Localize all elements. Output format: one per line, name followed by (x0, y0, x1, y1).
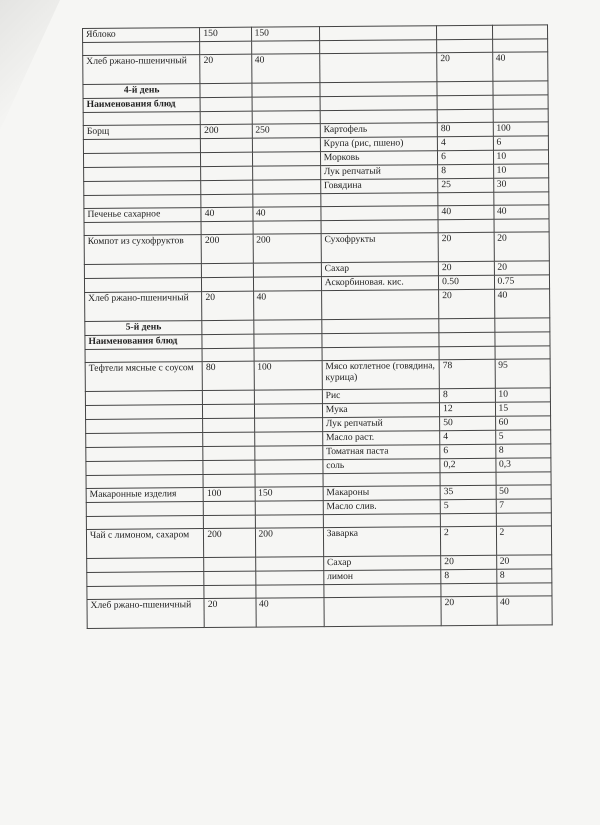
empty-cell (83, 112, 200, 126)
dish-name: Тефтели мясные с соусом (85, 362, 203, 392)
menu-table (82, 24, 553, 629)
empty-cell (494, 318, 550, 332)
ingredient-large: 100 (493, 122, 549, 136)
ingredient-large: 40 (492, 52, 548, 81)
empty-cell (322, 319, 439, 334)
ingredient-name: Мясо котлетное (говядина, курица) (322, 360, 440, 390)
dish-name: Яблоко (83, 28, 200, 43)
empty-cell (492, 81, 548, 95)
dish-name (87, 572, 204, 587)
ingredient-large: 0.75 (494, 275, 550, 289)
portion-small: 200 (204, 528, 255, 557)
ingredient-name: лимон (324, 570, 441, 585)
ingredient-small: 4 (440, 430, 496, 444)
portion-large (252, 138, 320, 153)
ingredient-large: 60 (495, 416, 551, 430)
ingredient-small: 0.50 (439, 275, 495, 289)
ingredient-small (438, 192, 494, 205)
ingredient-small: 25 (438, 178, 494, 192)
ingredient-name: Сухофрукты (321, 233, 439, 263)
ingredient-small: 20 (438, 261, 494, 275)
ingredient-small: 50 (440, 416, 496, 430)
ingredient-small: 35 (440, 485, 496, 499)
portion-large (253, 277, 321, 292)
portion-small (201, 221, 252, 234)
ingredient-name: Крупа (рис, пшено) (320, 137, 437, 152)
menu-row (85, 289, 550, 322)
menu-table-body (83, 25, 553, 629)
dish-name: Компот из сухофруктов (84, 235, 202, 265)
dish-name (86, 475, 203, 489)
portion-small (200, 41, 251, 54)
empty-cell (493, 95, 549, 109)
empty-cell (253, 320, 321, 335)
dish-name (86, 461, 203, 476)
portion-large (254, 418, 322, 433)
ingredient-large: 10 (495, 388, 551, 402)
empty-cell (253, 334, 321, 349)
ingredient-large: 5 (495, 430, 551, 444)
ingredient-small (437, 25, 493, 39)
portion-small (203, 418, 254, 432)
empty-cell (322, 333, 439, 348)
ingredient-name (319, 40, 436, 54)
empty-cell (200, 97, 251, 111)
dish-name (84, 167, 201, 182)
portion-small (202, 277, 253, 291)
menu-table-wrapper (82, 24, 553, 629)
portion-large: 40 (251, 54, 319, 84)
ingredient-large: 0,3 (495, 458, 551, 472)
empty-cell (251, 83, 319, 98)
dish-name (83, 42, 200, 56)
portion-small (201, 180, 252, 194)
portion-large: 40 (255, 598, 323, 628)
empty-cell (437, 81, 493, 95)
ingredient-name: Сахар (321, 262, 438, 277)
empty-cell (439, 346, 495, 359)
ingredient-small: 40 (438, 205, 494, 219)
ingredient-large: 50 (496, 485, 552, 499)
ingredient-name: Заварка (323, 527, 441, 557)
ingredient-name: Сахар (323, 556, 440, 571)
dishes-heading: Наименования блюд (83, 98, 200, 113)
portion-large: 150 (251, 27, 319, 42)
empty-cell (320, 110, 437, 124)
ingredient-small (437, 39, 493, 52)
dish-name (84, 181, 201, 196)
portion-small: 200 (201, 234, 252, 263)
empty-cell (202, 348, 253, 361)
ingredient-name (321, 206, 438, 221)
ingredient-large: 20 (494, 261, 550, 275)
portion-small (201, 166, 252, 180)
portion-large (251, 41, 319, 55)
portion-small (204, 501, 255, 515)
portion-large (254, 390, 322, 405)
empty-cell (494, 332, 550, 346)
menu-row (84, 232, 549, 265)
ingredient-name (323, 473, 440, 487)
portion-small: 150 (200, 27, 251, 41)
portion-small: 200 (201, 124, 252, 138)
portion-large (253, 263, 321, 278)
portion-small: 100 (203, 487, 254, 501)
dish-name (85, 391, 202, 406)
ingredient-name: Масло слив. (323, 500, 440, 515)
portion-large (252, 166, 320, 181)
ingredient-large (494, 219, 550, 232)
empty-cell (439, 332, 495, 346)
menu-row (83, 52, 548, 85)
ingredient-small: 80 (437, 122, 493, 136)
portion-large (253, 221, 321, 235)
ingredient-small: 8 (438, 164, 494, 178)
ingredient-small (438, 219, 494, 232)
dish-name: Борщ (83, 125, 200, 140)
portion-small (203, 474, 254, 487)
dish-name (86, 433, 203, 448)
dish-name: Хлеб ржано-пшеничный (87, 599, 205, 629)
portion-large (254, 460, 322, 475)
empty-cell (252, 111, 320, 125)
portion-small (201, 138, 252, 152)
dish-name (86, 447, 203, 462)
ingredient-small: 20 (438, 232, 494, 261)
empty-cell (322, 347, 439, 361)
portion-large (254, 432, 322, 447)
ingredient-large: 40 (496, 596, 552, 625)
portion-large: 150 (255, 487, 323, 502)
portion-large (254, 446, 322, 461)
portion-large (252, 180, 320, 195)
ingredient-small (440, 513, 496, 526)
dish-name: Хлеб ржано-пшеничный (85, 292, 203, 322)
portion-small (203, 460, 254, 474)
ingredient-large (492, 39, 548, 52)
portion-small (203, 446, 254, 460)
portion-large (252, 194, 320, 208)
ingredient-large: 8 (496, 569, 552, 583)
ingredient-name (319, 53, 437, 83)
dish-name (84, 278, 201, 293)
ingredient-large (492, 25, 548, 39)
dish-name (84, 222, 201, 236)
ingredient-small: 5 (440, 499, 496, 513)
portion-small: 40 (201, 207, 252, 221)
ingredient-name: Морковь (320, 151, 437, 166)
ingredient-name: Аскорбиновая. кис. (321, 276, 438, 291)
menu-row (87, 596, 552, 629)
dishes-heading: Наименования блюд (85, 335, 202, 350)
menu-row (85, 359, 550, 392)
portion-small: 80 (202, 361, 253, 390)
ingredient-large (496, 583, 552, 596)
ingredient-large: 30 (493, 178, 549, 192)
portion-small (201, 152, 252, 166)
ingredient-name (321, 193, 438, 207)
ingredient-name: Говядина (320, 179, 437, 194)
ingredient-large: 95 (495, 359, 551, 388)
empty-cell (493, 109, 549, 122)
page-fold-shadow (0, 0, 90, 140)
ingredient-name (323, 514, 440, 528)
ingredient-large: 40 (493, 205, 549, 219)
portion-small (203, 390, 254, 404)
dish-name: Хлеб ржано-пшеничный (83, 55, 201, 85)
ingredient-small: 6 (440, 444, 496, 458)
ingredient-small (440, 472, 496, 485)
empty-cell (320, 96, 437, 111)
portion-small (204, 585, 255, 598)
ingredient-large: 20 (494, 232, 550, 261)
ingredient-large: 7 (496, 499, 552, 513)
ingredient-small: 2 (440, 526, 496, 555)
ingredient-small: 8 (441, 569, 497, 583)
ingredient-large: 20 (496, 555, 552, 569)
ingredient-name (324, 597, 442, 627)
portion-small: 20 (204, 598, 255, 627)
ingredient-small: 6 (438, 150, 494, 164)
ingredient-large (496, 513, 552, 526)
dish-name (86, 516, 203, 530)
dish-name: Макаронные изделия (86, 488, 203, 503)
portion-large: 100 (254, 361, 322, 391)
portion-large (255, 585, 323, 599)
ingredient-small (441, 583, 497, 596)
dish-name (86, 502, 203, 517)
portion-large: 40 (252, 207, 320, 222)
portion-large (255, 557, 323, 572)
ingredient-large: 6 (493, 136, 549, 150)
portion-small (204, 571, 255, 585)
dish-name (85, 405, 202, 420)
portion-large (255, 501, 323, 516)
portion-large: 250 (252, 124, 320, 139)
ingredient-name: Томатная паста (323, 445, 440, 460)
portion-small (203, 432, 254, 446)
ingredient-small: 20 (441, 596, 497, 625)
day-title: 4-й день (83, 84, 200, 99)
ingredient-large: 40 (494, 289, 550, 318)
ingredient-large: 8 (495, 444, 551, 458)
portion-small: 20 (200, 54, 251, 83)
ingredient-large: 2 (496, 526, 552, 555)
dish-name (87, 586, 204, 600)
ingredient-small: 20 (441, 555, 497, 569)
ingredient-large (493, 192, 549, 205)
ingredient-small: 78 (439, 359, 495, 388)
portion-small: 20 (202, 291, 253, 320)
empty-cell (252, 97, 320, 112)
empty-cell (254, 348, 322, 362)
portion-large (255, 515, 323, 529)
ingredient-large (496, 472, 552, 485)
empty-cell (202, 334, 253, 348)
ingredient-small: 0,2 (440, 458, 496, 472)
ingredient-name (321, 290, 439, 320)
dish-name (83, 153, 200, 168)
ingredient-name (321, 220, 438, 234)
empty-cell (437, 95, 493, 109)
dish-name (83, 139, 200, 154)
ingredient-name: Мука (322, 403, 439, 418)
empty-cell (439, 318, 495, 332)
portion-large: 200 (253, 234, 321, 264)
ingredient-small: 4 (437, 136, 493, 150)
menu-row (86, 526, 551, 559)
empty-cell (202, 320, 253, 334)
ingredient-large: 15 (495, 402, 551, 416)
dish-name: Чай с лимоном, сахаром (86, 529, 204, 559)
ingredient-large: 10 (493, 164, 549, 178)
ingredient-small: 12 (440, 402, 496, 416)
portion-small (202, 263, 253, 277)
portion-small (203, 404, 254, 418)
ingredient-large: 10 (493, 150, 549, 164)
dish-name (84, 264, 201, 279)
dish-name (87, 558, 204, 573)
dish-name (86, 419, 203, 434)
empty-cell (320, 82, 437, 97)
ingredient-small: 20 (437, 52, 493, 81)
ingredient-small: 20 (439, 289, 495, 318)
ingredient-name: Лук репчатый (320, 165, 437, 180)
empty-cell (495, 346, 551, 359)
portion-large: 40 (253, 291, 321, 321)
empty-cell (200, 83, 251, 97)
ingredient-small: 8 (439, 388, 495, 402)
portion-large (255, 571, 323, 586)
portion-small (201, 194, 252, 207)
empty-cell (437, 109, 493, 122)
ingredient-name: Картофель (320, 123, 437, 138)
ingredient-name: Масло раст. (322, 431, 439, 446)
ingredient-name: Рис (322, 389, 439, 404)
ingredient-name (319, 26, 436, 41)
portion-large (255, 474, 323, 488)
portion-large (254, 404, 322, 419)
day-title: 5-й день (85, 321, 202, 336)
ingredient-name: соль (323, 459, 440, 474)
portion-large: 200 (255, 528, 323, 558)
dish-name: Печенье сахарное (84, 208, 201, 223)
portion-small (204, 557, 255, 571)
portion-large (252, 152, 320, 167)
empty-cell (85, 349, 202, 363)
dish-name (84, 195, 201, 209)
ingredient-name (324, 584, 441, 598)
empty-cell (200, 111, 251, 124)
portion-small (204, 515, 255, 528)
ingredient-name: Лук репчатый (322, 417, 439, 432)
ingredient-name: Макароны (323, 486, 440, 501)
